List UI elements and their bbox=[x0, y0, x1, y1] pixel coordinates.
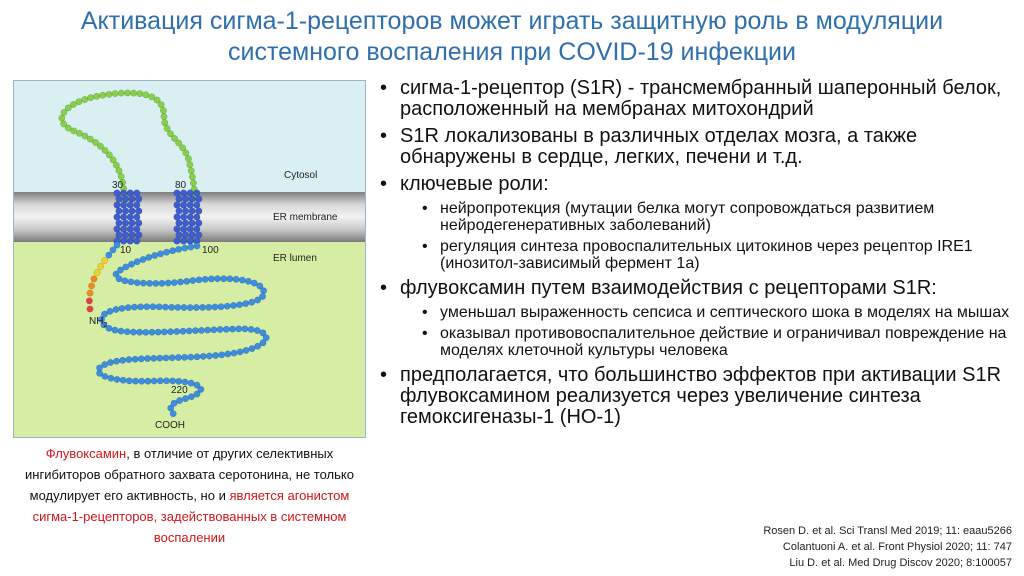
loop-residue bbox=[189, 174, 195, 180]
lumenal-residue bbox=[205, 327, 211, 333]
lumenal-residue bbox=[193, 304, 199, 310]
lumenal-residue bbox=[194, 354, 200, 360]
lumenal-residue bbox=[128, 279, 134, 285]
lumenal-residue bbox=[171, 279, 177, 285]
lumenal-residue bbox=[163, 378, 169, 384]
tm-helix-2-residue bbox=[176, 208, 183, 215]
lumenal-residue bbox=[212, 352, 218, 358]
tm-helix-1-residue bbox=[120, 202, 127, 209]
loop-residue bbox=[188, 168, 194, 174]
lumenal-residue bbox=[167, 329, 173, 335]
tm-helix-2-residue bbox=[194, 190, 201, 197]
lumenal-residue bbox=[181, 304, 187, 310]
lumenal-residue bbox=[196, 277, 202, 283]
loop-residue bbox=[137, 90, 143, 96]
tm-helix-1-residue bbox=[136, 220, 143, 227]
lumenal-residue bbox=[208, 276, 214, 282]
lumenal-residue bbox=[151, 355, 157, 361]
er-membrane-label: ER membrane bbox=[273, 212, 338, 223]
lumenal-residue bbox=[225, 351, 231, 357]
lumenal-residue bbox=[119, 305, 125, 311]
loop-residue bbox=[82, 96, 88, 102]
lumenal-residue bbox=[188, 380, 194, 386]
lumenal-residue bbox=[170, 378, 176, 384]
lumenal-residue bbox=[140, 280, 146, 286]
sigma1-receptor-figure bbox=[13, 80, 366, 438]
title-line-2: системного воспаления при COVID-19 инфекции bbox=[228, 38, 796, 66]
lumenal-residue bbox=[242, 326, 248, 332]
tm-helix-2-residue bbox=[194, 202, 201, 209]
tm-helix-1-residue bbox=[127, 202, 134, 209]
tm-helix-2-residue bbox=[176, 232, 183, 239]
bullet-3: • ключевые роли: bbox=[380, 174, 1016, 195]
lumenal-residue bbox=[151, 378, 157, 384]
lumenal-residue bbox=[187, 304, 193, 310]
lumenal-residue bbox=[211, 327, 217, 333]
references bbox=[763, 523, 1012, 571]
lumenal-residue bbox=[231, 350, 237, 356]
tm-helix-2-residue bbox=[174, 238, 181, 245]
lumenal-residue bbox=[137, 304, 143, 310]
tm-helix-1-residue bbox=[136, 232, 143, 239]
lumenal-residue bbox=[194, 243, 200, 249]
lumenal-residue bbox=[161, 329, 167, 335]
lumenal-residue bbox=[118, 328, 124, 334]
tm-helix-1-residue bbox=[127, 226, 134, 233]
lumenal-residue bbox=[219, 352, 225, 358]
tm-helix-1-residue bbox=[122, 208, 129, 215]
lumenal-residue bbox=[248, 326, 254, 332]
loop-residue bbox=[183, 150, 189, 156]
n-terminal-residue bbox=[94, 269, 100, 275]
lumenal-residue bbox=[155, 329, 161, 335]
lumenal-residue bbox=[163, 355, 169, 361]
bullet-3-sub-1: • нейропротекция (мутации белка могут сопровождаться развитием нейродегенеративных заболеваний) bbox=[380, 200, 1016, 234]
lumenal-residue bbox=[175, 304, 181, 310]
loop-residue bbox=[143, 92, 149, 98]
lumenal-residue bbox=[157, 378, 163, 384]
nh2-text: NH bbox=[89, 316, 104, 327]
bullet-5: • предполагается, что большинство эффектов при активации S1R флувоксамином реализуется через увеличение синтеза гемоксигеназы-1 (НО-1) bbox=[380, 365, 1016, 428]
lumenal-residue bbox=[146, 254, 152, 260]
loop-residue bbox=[185, 156, 191, 162]
tm-helix-1-residue bbox=[136, 196, 143, 203]
lumenal-residue bbox=[175, 354, 181, 360]
tm-helix-2-residue bbox=[180, 214, 187, 221]
lumenal-residue bbox=[254, 327, 260, 333]
lumenal-residue bbox=[212, 304, 218, 310]
bullet-3-sub-2: • регуляция синтеза провоспалительных цитокинов через рецептор IRE1 (инозитол-зависимый фермент 1а) bbox=[380, 238, 1016, 272]
tm-helix-2-residue bbox=[174, 226, 181, 233]
bullet-list bbox=[380, 78, 1016, 434]
loop-residue bbox=[190, 180, 196, 186]
lumenal-residue bbox=[230, 302, 236, 308]
lumenal-residue bbox=[168, 304, 174, 310]
caption-fluvoxamine: Флувоксамин bbox=[45, 446, 127, 461]
tm-helix-1-residue bbox=[129, 196, 136, 203]
tm-helix-1-residue bbox=[134, 238, 141, 245]
tm-helix-1-residue bbox=[116, 220, 123, 227]
loop-residue bbox=[76, 130, 82, 136]
lumenal-residue bbox=[136, 329, 142, 335]
tm-helix-1-residue bbox=[129, 220, 136, 227]
loop-residue bbox=[187, 162, 193, 168]
lumenal-residue bbox=[198, 327, 204, 333]
er-lumen-region bbox=[14, 242, 366, 438]
loop-residue bbox=[94, 93, 100, 99]
lumenal-residue bbox=[233, 276, 239, 282]
loop-residue bbox=[76, 99, 82, 105]
tm-helix-2-residue bbox=[194, 226, 201, 233]
n-terminal-residue bbox=[110, 247, 116, 253]
loop-residue bbox=[112, 90, 118, 96]
residue-10-label: 10 bbox=[120, 245, 132, 256]
loop-residue bbox=[118, 173, 124, 179]
loop-residue bbox=[106, 91, 112, 97]
residue-30-label: 30 bbox=[112, 180, 124, 191]
tm-helix-2-residue bbox=[180, 238, 187, 245]
tm-helix-1-residue bbox=[127, 190, 134, 197]
lumenal-residue bbox=[214, 276, 220, 282]
n-terminal-residue bbox=[88, 283, 94, 289]
lumenal-residue bbox=[157, 251, 163, 257]
bullet-1: • сигма-1-рецептор (S1R) - трансмембранный шаперонный белок, расположенный на мембранах митохондрий bbox=[380, 78, 1016, 120]
lumenal-residue bbox=[236, 326, 242, 332]
lumenal-residue bbox=[170, 248, 176, 254]
lumenal-residue bbox=[174, 328, 180, 334]
tm-helix-1-residue bbox=[136, 208, 143, 215]
lumenal-residue bbox=[182, 245, 188, 251]
n-terminal-residue bbox=[87, 306, 93, 312]
tm-helix-2-residue bbox=[174, 214, 181, 221]
lumenal-residue bbox=[260, 288, 266, 294]
loop-residue bbox=[100, 92, 106, 98]
loop-residue bbox=[124, 90, 130, 96]
lumenal-residue bbox=[153, 280, 159, 286]
lumenal-residue bbox=[130, 329, 136, 335]
lumenal-residue bbox=[102, 373, 108, 379]
slide-title bbox=[0, 6, 1024, 68]
n-terminal-residue bbox=[106, 252, 112, 258]
tm-helix-2-residue bbox=[187, 202, 194, 209]
lumenal-residue bbox=[132, 356, 138, 362]
tm-helix-2-residue bbox=[196, 196, 203, 203]
lumenal-residue bbox=[184, 278, 190, 284]
lumenal-residue bbox=[243, 300, 249, 306]
lumenal-residue bbox=[165, 280, 171, 286]
residue-220-label: 220 bbox=[171, 385, 188, 396]
tm-helix-2-residue bbox=[182, 196, 189, 203]
lumenal-residue bbox=[124, 329, 130, 335]
lumenal-residue bbox=[218, 304, 224, 310]
protein-topology-diagram bbox=[14, 81, 366, 438]
lumenal-residue bbox=[116, 276, 122, 282]
lumenal-residue bbox=[255, 343, 261, 349]
tm-helix-1-residue bbox=[114, 226, 121, 233]
lumenal-residue bbox=[112, 327, 118, 333]
tm-helix-1-residue bbox=[120, 238, 127, 245]
lumenal-residue bbox=[114, 376, 120, 382]
loop-residue bbox=[131, 90, 137, 96]
lumenal-residue bbox=[176, 378, 182, 384]
lumenal-residue bbox=[188, 244, 194, 250]
lumenal-residue bbox=[157, 355, 163, 361]
lumenal-residue bbox=[206, 304, 212, 310]
tm-helix-2-residue bbox=[194, 214, 201, 221]
lumenal-residue bbox=[239, 277, 245, 283]
lumenal-residue bbox=[107, 359, 113, 365]
caption-middle: , в отличие от других селективных ингибиторов обратного захвата серотонина, не только модулирует его активность, но и bbox=[25, 446, 354, 503]
tm-helix-1-residue bbox=[116, 196, 123, 203]
bullet-4: • флувоксамин путем взаимодействия с рецепторами S1R: bbox=[380, 278, 1016, 299]
tm-helix-2-residue bbox=[180, 202, 187, 209]
loop-residue bbox=[162, 120, 168, 126]
lumenal-residue bbox=[146, 280, 152, 286]
tm-helix-1-residue bbox=[122, 196, 129, 203]
c-terminus-label: COOH bbox=[155, 420, 185, 431]
lumenal-residue bbox=[249, 299, 255, 305]
tm-helix-1-residue bbox=[116, 232, 123, 239]
lumenal-residue bbox=[125, 304, 131, 310]
tm-helix-2-residue bbox=[176, 196, 183, 203]
tm-helix-2-residue bbox=[187, 190, 194, 197]
residue-80-label: 80 bbox=[175, 180, 187, 191]
lumenal-residue bbox=[134, 259, 140, 265]
lumenal-residue bbox=[181, 354, 187, 360]
tm-helix-2-residue bbox=[189, 232, 196, 239]
lumenal-residue bbox=[190, 277, 196, 283]
tm-helix-2-residue bbox=[189, 208, 196, 215]
tm-helix-1-residue bbox=[127, 214, 134, 221]
tm-helix-1-residue bbox=[120, 214, 127, 221]
tm-helix-1-residue bbox=[134, 226, 141, 233]
loop-residue bbox=[158, 102, 164, 108]
lumenal-residue bbox=[163, 249, 169, 255]
tm-helix-2-residue bbox=[182, 208, 189, 215]
tm-helix-1-residue bbox=[127, 238, 134, 245]
caption-agonist: является агонистом сигма-1-рецепторов, задействованных в системном воспалении bbox=[32, 488, 350, 545]
tm-helix-2-residue bbox=[196, 208, 203, 215]
er-lumen-label: ER lumen bbox=[273, 253, 317, 264]
lumenal-residue bbox=[162, 304, 168, 310]
lumenal-residue bbox=[150, 304, 156, 310]
lumenal-residue bbox=[236, 302, 242, 308]
loop-residue bbox=[60, 121, 66, 127]
lumenal-residue bbox=[108, 375, 114, 381]
reference-3: Liu D. et al. Med Drug Discov 2020; 8:100057 bbox=[789, 557, 1012, 569]
lumenal-residue bbox=[217, 326, 223, 332]
lumenal-residue bbox=[126, 356, 132, 362]
lumenal-residue bbox=[143, 329, 149, 335]
lumenal-residue bbox=[120, 357, 126, 363]
tm-helix-1-residue bbox=[134, 202, 141, 209]
lumenal-residue bbox=[120, 377, 126, 383]
tm-helix-2-residue bbox=[196, 220, 203, 227]
tm-helix-2-residue bbox=[176, 220, 183, 227]
lumenal-residue bbox=[199, 304, 205, 310]
tm-helix-2-residue bbox=[187, 214, 194, 221]
lumenal-residue bbox=[145, 378, 151, 384]
tm-helix-1-residue bbox=[114, 202, 121, 209]
tm-helix-1-residue bbox=[120, 226, 127, 233]
lumenal-residue bbox=[254, 297, 260, 303]
bullet-2: • S1R локализованы в различных отделах мозга, а также обнаружены в сердце, легких, печени и т.д. bbox=[380, 126, 1016, 168]
loop-residue bbox=[88, 95, 94, 101]
lumenal-residue bbox=[202, 276, 208, 282]
reference-1: Rosen D. et al. Sci Transl Med 2019; 11: eaau5266 bbox=[763, 525, 1012, 537]
title-line-1: Активация сигма-1-рецепторов может играть защитную роль в модуляции bbox=[80, 7, 944, 35]
lumenal-residue bbox=[113, 358, 119, 364]
tm-helix-1-residue bbox=[116, 208, 123, 215]
loop-residue bbox=[59, 115, 65, 121]
lumenal-residue bbox=[138, 356, 144, 362]
lumenal-residue bbox=[200, 353, 206, 359]
tm-helix-2-residue bbox=[189, 196, 196, 203]
bullet-4-sub-1: • уменьшал выраженность сепсиса и септического шока в моделях на мышах bbox=[380, 304, 1016, 321]
tm-helix-2-residue bbox=[180, 226, 187, 233]
bullet-4-sub-2: • оказывал противовоспалительное действие и ограничивал повреждение на моделях клеточной культуры человека bbox=[380, 325, 1016, 359]
tm-helix-1-residue bbox=[114, 214, 121, 221]
lumenal-residue bbox=[132, 378, 138, 384]
n-terminal-residue bbox=[98, 263, 104, 269]
lumenal-residue bbox=[177, 279, 183, 285]
lumenal-residue bbox=[134, 280, 140, 286]
loop-residue bbox=[160, 107, 166, 113]
reference-2: Colantuoni A. et al. Front Physiol 2020; 11: 747 bbox=[782, 541, 1012, 553]
lumenal-residue bbox=[139, 378, 145, 384]
lumenal-residue bbox=[149, 329, 155, 335]
lumenal-residue bbox=[227, 276, 233, 282]
lumenal-residue bbox=[140, 256, 146, 262]
tm-helix-1-residue bbox=[122, 220, 129, 227]
lumenal-residue bbox=[152, 252, 158, 258]
lumenal-residue bbox=[186, 328, 192, 334]
n-terminal-residue bbox=[91, 276, 97, 282]
n-terminal-residue bbox=[102, 257, 108, 263]
lumenal-residue bbox=[156, 304, 162, 310]
cytosol-label: Cytosol bbox=[284, 170, 318, 181]
figure-caption bbox=[13, 443, 366, 548]
tm-helix-1-residue bbox=[129, 232, 136, 239]
nh2-subscript: 2 bbox=[103, 322, 108, 329]
lumenal-residue bbox=[176, 246, 182, 252]
lumenal-residue bbox=[170, 411, 176, 417]
lumenal-residue bbox=[126, 378, 132, 384]
lumenal-residue bbox=[249, 345, 255, 351]
tm-helix-2-residue bbox=[196, 232, 203, 239]
tm-helix-1-residue bbox=[129, 208, 136, 215]
tm-helix-2-residue bbox=[187, 226, 194, 233]
lumenal-residue bbox=[144, 355, 150, 361]
lumenal-residue bbox=[192, 327, 198, 333]
tm-helix-1-residue bbox=[134, 190, 141, 197]
lumenal-residue bbox=[113, 306, 119, 312]
tm-helix-2-residue bbox=[189, 220, 196, 227]
tm-helix-1-residue bbox=[134, 214, 141, 221]
lumenal-residue bbox=[188, 354, 194, 360]
n-terminal-residue bbox=[87, 290, 93, 296]
lumenal-residue bbox=[229, 326, 235, 332]
lumenal-residue bbox=[224, 303, 230, 309]
lumenal-residue bbox=[221, 276, 227, 282]
lumenal-residue bbox=[159, 280, 165, 286]
lumenal-residue bbox=[243, 347, 249, 353]
loop-residue bbox=[161, 113, 167, 119]
lumenal-residue bbox=[188, 394, 194, 400]
tm-helix-2-residue bbox=[182, 220, 189, 227]
lumenal-residue bbox=[131, 304, 137, 310]
lumenal-residue bbox=[182, 395, 188, 401]
tm-helix-2-residue bbox=[182, 232, 189, 239]
lumenal-residue bbox=[206, 353, 212, 359]
lumenal-residue bbox=[223, 326, 229, 332]
loop-residue bbox=[118, 90, 124, 96]
lumenal-residue bbox=[237, 349, 243, 355]
lumenal-residue bbox=[122, 278, 128, 284]
tm-helix-2-residue bbox=[174, 202, 181, 209]
tm-helix-1-residue bbox=[122, 232, 129, 239]
lumenal-residue bbox=[245, 278, 251, 284]
lumenal-residue bbox=[144, 304, 150, 310]
lumenal-residue bbox=[169, 355, 175, 361]
lumenal-residue bbox=[180, 328, 186, 334]
n-terminal-residue bbox=[86, 298, 92, 304]
tm-helix-2-residue bbox=[187, 238, 194, 245]
residue-100-label: 100 bbox=[202, 245, 219, 256]
